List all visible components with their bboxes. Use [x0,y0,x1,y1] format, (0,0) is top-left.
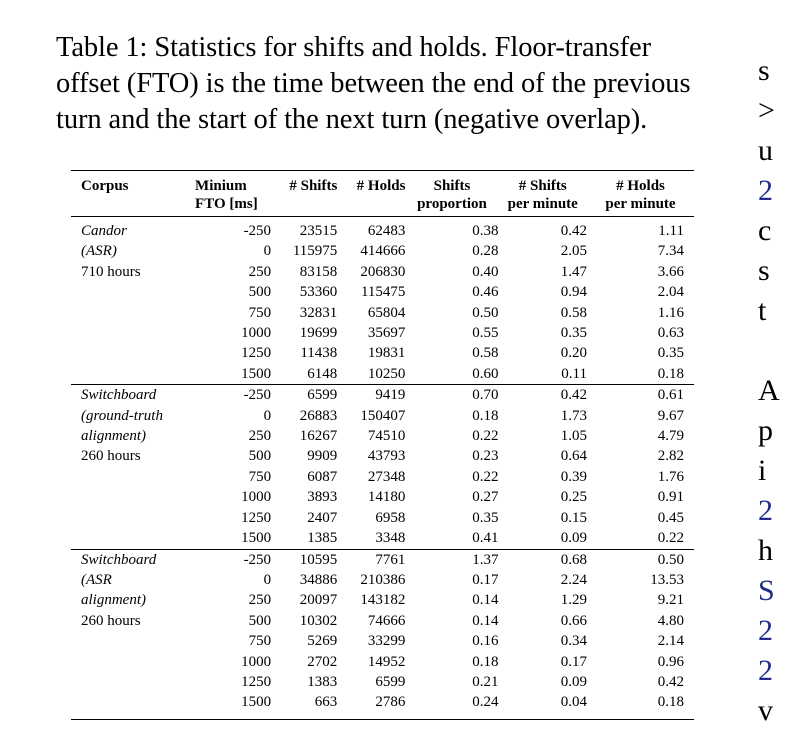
cell-holds-per-minute: 0.22 [657,530,684,547]
column-fragment-char: v [758,694,773,727]
cell-shifts: 10302 [299,612,338,629]
cell-shifts-per-minute: 0.15 [560,509,587,526]
cell-shifts-per-minute: 0.09 [560,530,587,547]
cell-shifts: 19699 [299,325,338,342]
cell-holds: 43793 [367,448,406,465]
cell-shifts: 53360 [299,284,338,301]
table-row [71,652,694,672]
cell-shifts: 32831 [299,304,338,321]
cell-shifts: 34886 [299,571,338,588]
cell-holds-per-minute: 0.63 [657,325,684,342]
cell-shifts: 16267 [299,428,338,445]
table-caption [56,30,736,138]
column-fragment-char: p [758,414,773,447]
cell-corpus: 260 hours [81,448,141,465]
cell-shifts-per-minute: 0.11 [561,365,587,382]
table-body [71,217,694,720]
cell-corpus [71,631,187,651]
cell-shifts-proportion: 0.16 [472,633,499,650]
table-row [71,343,694,363]
cell-shifts: 1385 [307,530,338,547]
cell-holds: 74666 [367,612,406,629]
table-row [71,303,694,323]
table-row [71,323,694,343]
cell-minimum-fto: 750 [248,468,272,485]
table-row [71,282,694,302]
cell-shifts: 1383 [307,673,338,690]
cell-holds-per-minute: 0.18 [587,692,694,719]
cell-shifts-per-minute: 0.39 [560,468,587,485]
cell-minimum-fto: 500 [248,448,272,465]
cell-minimum-fto: 1500 [241,365,272,382]
cell-corpus [71,343,187,363]
cell-holds: 14180 [367,489,406,506]
cell-shifts-per-minute: 0.09 [560,673,587,690]
column-fragment-char: A [758,374,780,407]
cell-shifts: 5269 [307,633,338,650]
header-shifts: # Shifts [271,171,337,217]
cell-holds-per-minute: 1.76 [657,468,684,485]
cell-holds-per-minute: 1.11 [658,223,684,239]
cell-holds: 6599 [375,673,406,690]
caption-line: offset (FTO) is the time between the end of the previous [56,68,691,99]
column-fragment-char: i [758,454,767,487]
cell-shifts: 2702 [307,653,338,670]
cell-holds: 62483 [367,223,406,239]
cell-shifts-proportion: 0.58 [472,345,499,362]
table-row [71,446,694,466]
cell-shifts-proportion: 0.24 [405,692,498,719]
cell-holds-per-minute: 4.79 [657,428,684,445]
cell-shifts: 11438 [300,345,338,362]
cell-holds: 6958 [375,509,406,526]
column-fragment-char: 2 [758,174,773,207]
column-fragment-char: u [758,134,773,167]
table-row [71,611,694,631]
cell-shifts-proportion: 0.22 [472,428,499,445]
cell-holds: 27348 [367,468,406,485]
cell-shifts-per-minute: 0.25 [560,489,587,506]
cell-corpus: (ASR) [81,243,117,260]
cell-holds-per-minute: 0.45 [657,509,684,526]
cell-shifts: 23515 [299,223,338,239]
cell-shifts-proportion: 0.21 [472,673,499,690]
cell-holds: 7761 [337,549,405,570]
cell-corpus [71,692,187,719]
cell-holds: 206830 [360,263,406,280]
table-row [71,217,694,242]
cell-minimum-fto: 1250 [241,345,272,362]
cell-holds-per-minute: 3.66 [657,263,684,280]
cell-minimum-fto: 1000 [241,325,272,342]
cell-corpus [71,323,187,343]
cell-shifts-per-minute: 0.34 [560,633,587,650]
cell-corpus [71,652,187,672]
cell-corpus [71,303,187,323]
column-fragment-char: s [758,54,770,87]
cell-corpus: Switchboard [71,385,187,406]
cell-shifts-proportion: 0.23 [472,448,499,465]
table-row [71,570,694,590]
cell-corpus: alignment) [81,428,146,445]
caption-line: turn and the start of the next turn (negative overlap). [56,104,648,135]
table-row [71,631,694,651]
column-fragment-char: 2 [758,494,773,527]
cell-shifts-proportion: 0.38 [472,223,499,239]
table-row [71,549,694,570]
cell-shifts-per-minute: 0.58 [560,304,587,321]
statistics-table [71,170,694,720]
cell-shifts: 20097 [299,592,338,609]
cell-shifts-per-minute: 0.04 [499,692,587,719]
cell-holds-per-minute: 0.18 [657,365,684,382]
table-row [71,364,694,385]
cell-holds: 19831 [367,345,406,362]
cell-shifts: 83158 [299,263,338,280]
cell-holds: 33299 [367,633,406,650]
table-row [71,262,694,282]
cell-shifts-proportion: 0.17 [472,571,499,588]
cell-shifts-proportion: 0.18 [472,407,499,424]
cell-holds-per-minute: 0.61 [587,385,694,406]
cell-shifts: 26883 [299,407,338,424]
cell-shifts: 3893 [307,489,338,506]
cell-holds: 150407 [360,407,406,424]
cell-shifts-per-minute: 0.64 [560,448,587,465]
cell-minimum-fto: 1500 [187,692,271,719]
cell-minimum-fto: 1000 [241,653,272,670]
cell-shifts-per-minute: 1.73 [560,407,587,424]
cell-minimum-fto: 1250 [241,673,272,690]
caption-line: Table 1: Statistics for shifts and holds. Floor-transfer [56,32,651,63]
column-fragment-char: c [758,214,772,247]
cell-holds: 115475 [360,284,406,301]
cell-minimum-fto: 1500 [241,530,272,547]
cell-shifts-proportion: 0.60 [472,365,499,382]
cell-holds-per-minute: 9.67 [657,407,684,424]
column-fragment-char: s [758,254,770,287]
cell-minimum-fto: 750 [248,633,272,650]
header-corpus: Corpus [71,171,187,217]
table-row [71,692,694,719]
table-row [71,426,694,446]
cell-holds: 10250 [367,365,406,382]
adjacent-column-fragment [758,0,798,752]
cell-shifts-per-minute: 0.66 [560,612,587,629]
cell-holds: 414666 [360,243,406,260]
cell-shifts-per-minute: 2.24 [560,571,587,588]
cell-shifts-proportion: 0.46 [472,284,499,301]
header-shifts-proportion: Shifts proportion [405,171,498,217]
cell-corpus: alignment) [81,592,146,609]
table-row [71,508,694,528]
table-header-row [71,171,694,217]
column-fragment-char: h [758,534,773,567]
header-holds: # Holds [337,171,405,217]
cell-minimum-fto: 1000 [241,489,272,506]
cell-corpus [71,467,187,487]
header-minimum-fto: Minium FTO [ms] [187,171,271,217]
cell-corpus: (ground-truth [81,407,163,424]
cell-minimum-fto: 500 [248,612,272,629]
cell-holds: 14952 [367,653,406,670]
table-row [71,672,694,692]
cell-shifts: 6087 [307,468,338,485]
cell-corpus: Switchboard [71,549,187,570]
cell-shifts-proportion: 0.18 [472,653,499,670]
cell-shifts: 6599 [271,385,337,406]
cell-holds: 2786 [337,692,405,719]
cell-shifts-proportion: 0.55 [472,325,499,342]
cell-minimum-fto: 500 [248,284,272,301]
cell-shifts-proportion: 0.27 [472,489,499,506]
cell-shifts-proportion: 0.14 [472,612,499,629]
table-row [71,528,694,549]
cell-holds: 65804 [367,304,406,321]
table-row [71,467,694,487]
cell-shifts-per-minute: 1.05 [560,428,587,445]
cell-corpus: Candor [81,223,127,239]
table-row [71,406,694,426]
cell-minimum-fto: 0 [263,243,272,260]
cell-shifts-proportion: 1.37 [405,549,498,570]
cell-holds: 74510 [367,428,406,445]
cell-holds: 9419 [337,385,405,406]
cell-shifts: 663 [271,692,337,719]
cell-shifts-per-minute: 2.05 [560,243,587,260]
cell-corpus [71,528,187,549]
column-fragment-char: > [758,94,775,127]
cell-holds: 35697 [367,325,406,342]
cell-holds-per-minute: 0.91 [657,489,684,506]
cell-holds-per-minute: 9.21 [657,592,684,609]
table-row [71,590,694,610]
cell-corpus [71,672,187,692]
cell-holds: 210386 [360,571,406,588]
cell-minimum-fto: 250 [248,592,272,609]
cell-corpus [71,508,187,528]
cell-minimum-fto: -250 [187,549,271,570]
cell-shifts-per-minute: 1.47 [560,263,587,280]
table-row [71,385,694,406]
cell-shifts-proportion: 0.50 [472,304,499,321]
cell-holds-per-minute: 1.16 [657,304,684,321]
cell-holds-per-minute: 0.42 [657,673,684,690]
cell-shifts: 2407 [307,509,338,526]
cell-shifts-proportion: 0.14 [472,592,499,609]
cell-minimum-fto: -250 [187,385,271,406]
cell-shifts-proportion: 0.22 [472,468,499,485]
cell-shifts-per-minute: 0.68 [499,549,587,570]
column-fragment-char: 2 [758,654,773,687]
column-fragment-char: t [758,294,767,327]
cell-corpus [71,282,187,302]
cell-holds-per-minute: 2.04 [657,284,684,301]
header-holds-per-minute: # Holds per minute [587,171,694,217]
cell-minimum-fto: -250 [243,223,272,239]
cell-shifts-per-minute: 1.29 [560,592,587,609]
cell-shifts: 6148 [307,365,338,382]
cell-minimum-fto: 0 [263,407,272,424]
cell-corpus: 710 hours [81,263,141,280]
cell-minimum-fto: 750 [248,304,272,321]
cell-holds-per-minute: 2.82 [657,448,684,465]
cell-corpus [71,364,187,385]
cell-holds-per-minute: 4.80 [657,612,684,629]
cell-shifts: 10595 [271,549,337,570]
header-shifts-per-minute: # Shifts per minute [499,171,587,217]
cell-holds-per-minute: 0.96 [657,653,684,670]
cell-shifts-per-minute: 0.17 [560,653,587,670]
table-row [71,487,694,507]
cell-shifts-per-minute: 0.94 [560,284,587,301]
cell-shifts-proportion: 0.41 [472,530,499,547]
cell-shifts-per-minute: 0.42 [560,223,587,239]
cell-holds-per-minute: 2.14 [657,633,684,650]
cell-corpus [71,487,187,507]
cell-shifts: 115975 [292,243,338,260]
cell-shifts-proportion: 0.70 [405,385,498,406]
cell-corpus: 260 hours [81,612,141,629]
cell-holds-per-minute: 13.53 [650,571,684,588]
cell-holds: 3348 [375,530,406,547]
cell-shifts-per-minute: 0.35 [560,325,587,342]
cell-holds-per-minute: 0.50 [587,549,694,570]
cell-holds-per-minute: 0.35 [657,345,684,362]
cell-shifts-proportion: 0.28 [472,243,499,260]
cell-shifts-proportion: 0.40 [472,263,499,280]
column-fragment-char: 2 [758,614,773,647]
cell-minimum-fto: 250 [248,263,272,280]
cell-minimum-fto: 0 [263,571,272,588]
column-fragment-char: S [758,574,775,607]
cell-shifts-per-minute: 0.42 [499,385,587,406]
table-row [71,241,694,261]
cell-shifts-per-minute: 0.20 [560,345,587,362]
cell-shifts: 9909 [307,448,338,465]
cell-shifts-proportion: 0.35 [472,509,499,526]
cell-corpus: (ASR [81,571,112,588]
cell-minimum-fto: 250 [248,428,272,445]
cell-minimum-fto: 1250 [241,509,272,526]
cell-holds: 143182 [360,592,406,609]
cell-holds-per-minute: 7.34 [657,243,684,260]
